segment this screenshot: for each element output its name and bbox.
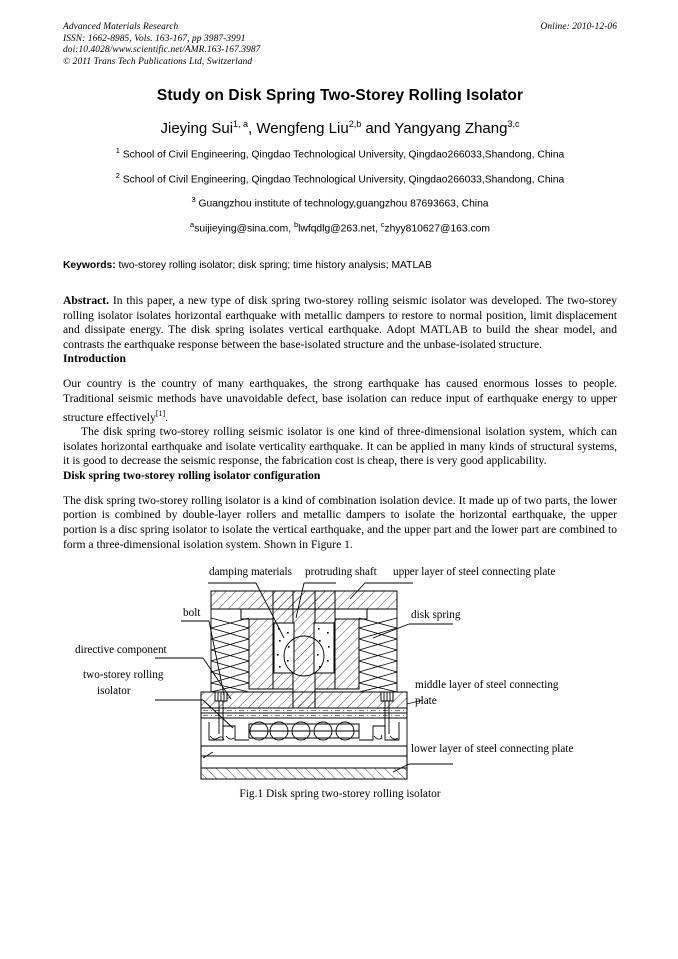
figure-label-damping-materials: damping materials: [209, 566, 292, 579]
abstract-text: In this paper, a new type of disk spring two-storey rolling seismic isolator was developed. The two-storey rolling isolator isolates horizontal earthquake with metallic dampers to restore to normal position, limit displacement and dissipate energy. The disk spring isolates vertical earthquake. Adopt MATLAB to build the shear model, and contrasts the earthquake response between the base-isolated structure and the unbase-isolated structure.: [63, 294, 617, 351]
email-1-mark: a: [190, 219, 195, 229]
keywords-label: Keywords:: [63, 260, 116, 272]
affiliation-3: [63, 193, 617, 210]
page-content: [63, 22, 617, 811]
figure-label-upper-plate: upper layer of steel connecting plate: [393, 566, 556, 579]
affiliation-1-mark: 1: [115, 146, 120, 156]
section-heading-introduction: Introduction: [63, 352, 126, 366]
figure-label-middle-plate-line1: middle layer of steel connecting: [415, 679, 559, 692]
section-heading-configuration: Disk spring two-storey rolling isolator configuration: [63, 468, 321, 482]
figure-1: [63, 566, 617, 811]
email-3[interactable]: zhyy810627@163.com: [384, 223, 490, 235]
email-2-mark: b: [293, 219, 299, 229]
author-3-name: Yangyang Zhang: [394, 120, 508, 138]
masthead-doi: doi:10.4028/www.scientific.net/AMR.163-167.3987: [63, 45, 261, 56]
page-title: Study on Disk Spring Two-Storey Rolling Isolator: [156, 87, 524, 105]
affiliation-2-text: School of Civil Engineering, Qingdao Technological University, Qingdao266033,Shandong, China: [119, 174, 565, 186]
figure-label-protruding-shaft: protruding shaft: [305, 566, 377, 579]
affiliation-3-text: Guangzhou institute of technology,guangzhou 87693663, China: [195, 198, 489, 210]
author-sep-1: ,: [248, 120, 257, 138]
figure-1-drawing: [63, 566, 617, 784]
author-2-name: Wengfeng Liu: [256, 120, 349, 138]
abstract-block: [63, 294, 617, 352]
figure-label-two-storey-line2: isolator: [97, 685, 131, 698]
author-3-affil-mark: 3,c: [507, 119, 520, 130]
figure-label-two-storey-line1: two-storey rolling: [83, 669, 164, 682]
affiliation-2: [63, 169, 617, 186]
author-2-affil-mark: 2,b: [348, 119, 362, 130]
masthead: [63, 22, 617, 68]
masthead-online-date: Online: 2010-12-06: [540, 22, 617, 32]
citation-ref-1[interactable]: [1]: [155, 408, 166, 418]
affiliation-3-mark: 3: [191, 195, 196, 205]
affiliation-1-text: School of Civil Engineering, Qingdao Technological University, Qingdao266033,Shandong, China: [119, 149, 565, 161]
masthead-issn: ISSN: 1662-8985, Vols. 163-167, pp 3987-3991: [63, 33, 246, 44]
figure-label-directive-component: directive component: [75, 644, 167, 657]
author-emails: [63, 220, 617, 234]
abstract-label: Abstract.: [63, 294, 110, 308]
affiliation-1: [63, 144, 617, 161]
configuration-paragraph-1: The disk spring two-storey rolling isolator is a kind of combination isolation device. It made up of two parts, the lower portion is combined by double-layer rollers and metallic dampers to isolate the horizontal earthquake, the upper portion is a disc spring isolator to isolate the vertical earthquake, and the upper part and the lower part are combined to form a three-dimensional isolation system. Shown in Figure 1.: [63, 493, 617, 551]
email-2[interactable]: lwfqdlg@263.net,: [298, 223, 381, 235]
introduction-paragraph-1: [63, 377, 617, 425]
introduction-p1-text: Our country is the country of many earthquakes, the strong earthquake has caused enormous losses to people. Traditional seismic methods have unavoidable defect, base isolation can reduce input of earthquake energy to upper structure effectively: [63, 377, 617, 424]
author-1-affil-mark: 1, a: [233, 119, 249, 130]
figure-label-lower-plate: lower layer of steel connecting plate: [411, 743, 574, 756]
author-list: [63, 119, 617, 137]
figure-label-bolt: bolt: [183, 607, 201, 620]
affiliation-2-mark: 2: [115, 170, 120, 180]
masthead-copyright: © 2011 Trans Tech Publications Ltd, Switzerland: [63, 56, 253, 67]
figure-1-caption: Fig.1 Disk spring two-storey rolling isolator: [239, 788, 441, 801]
email-1[interactable]: suijieying@sina.com,: [194, 223, 294, 235]
introduction-p1-period: .: [165, 410, 169, 424]
introduction-paragraph-2: The disk spring two-storey rolling seismic isolator is one kind of three-dimensional isolation system, which can isolates horizontal earthquake and isolate verticality earthquake. It can be applied in many kinds of structural systems, it is good to decrease the seismic response, the fabrication cost is cheap, there is very good applicability.: [63, 425, 617, 468]
figure-label-disk-spring: disk spring: [411, 609, 461, 622]
email-3-mark: c: [380, 219, 385, 229]
keywords-value: two-storey rolling isolator; disk spring; time history analysis; MATLAB: [115, 260, 432, 272]
author-sep-2: and: [361, 120, 395, 138]
author-1-name: Jieying Sui: [160, 120, 234, 138]
masthead-journal: Advanced Materials Research: [63, 22, 179, 32]
figure-label-middle-plate-line2: plate: [415, 695, 437, 708]
keywords-line: [63, 260, 617, 271]
